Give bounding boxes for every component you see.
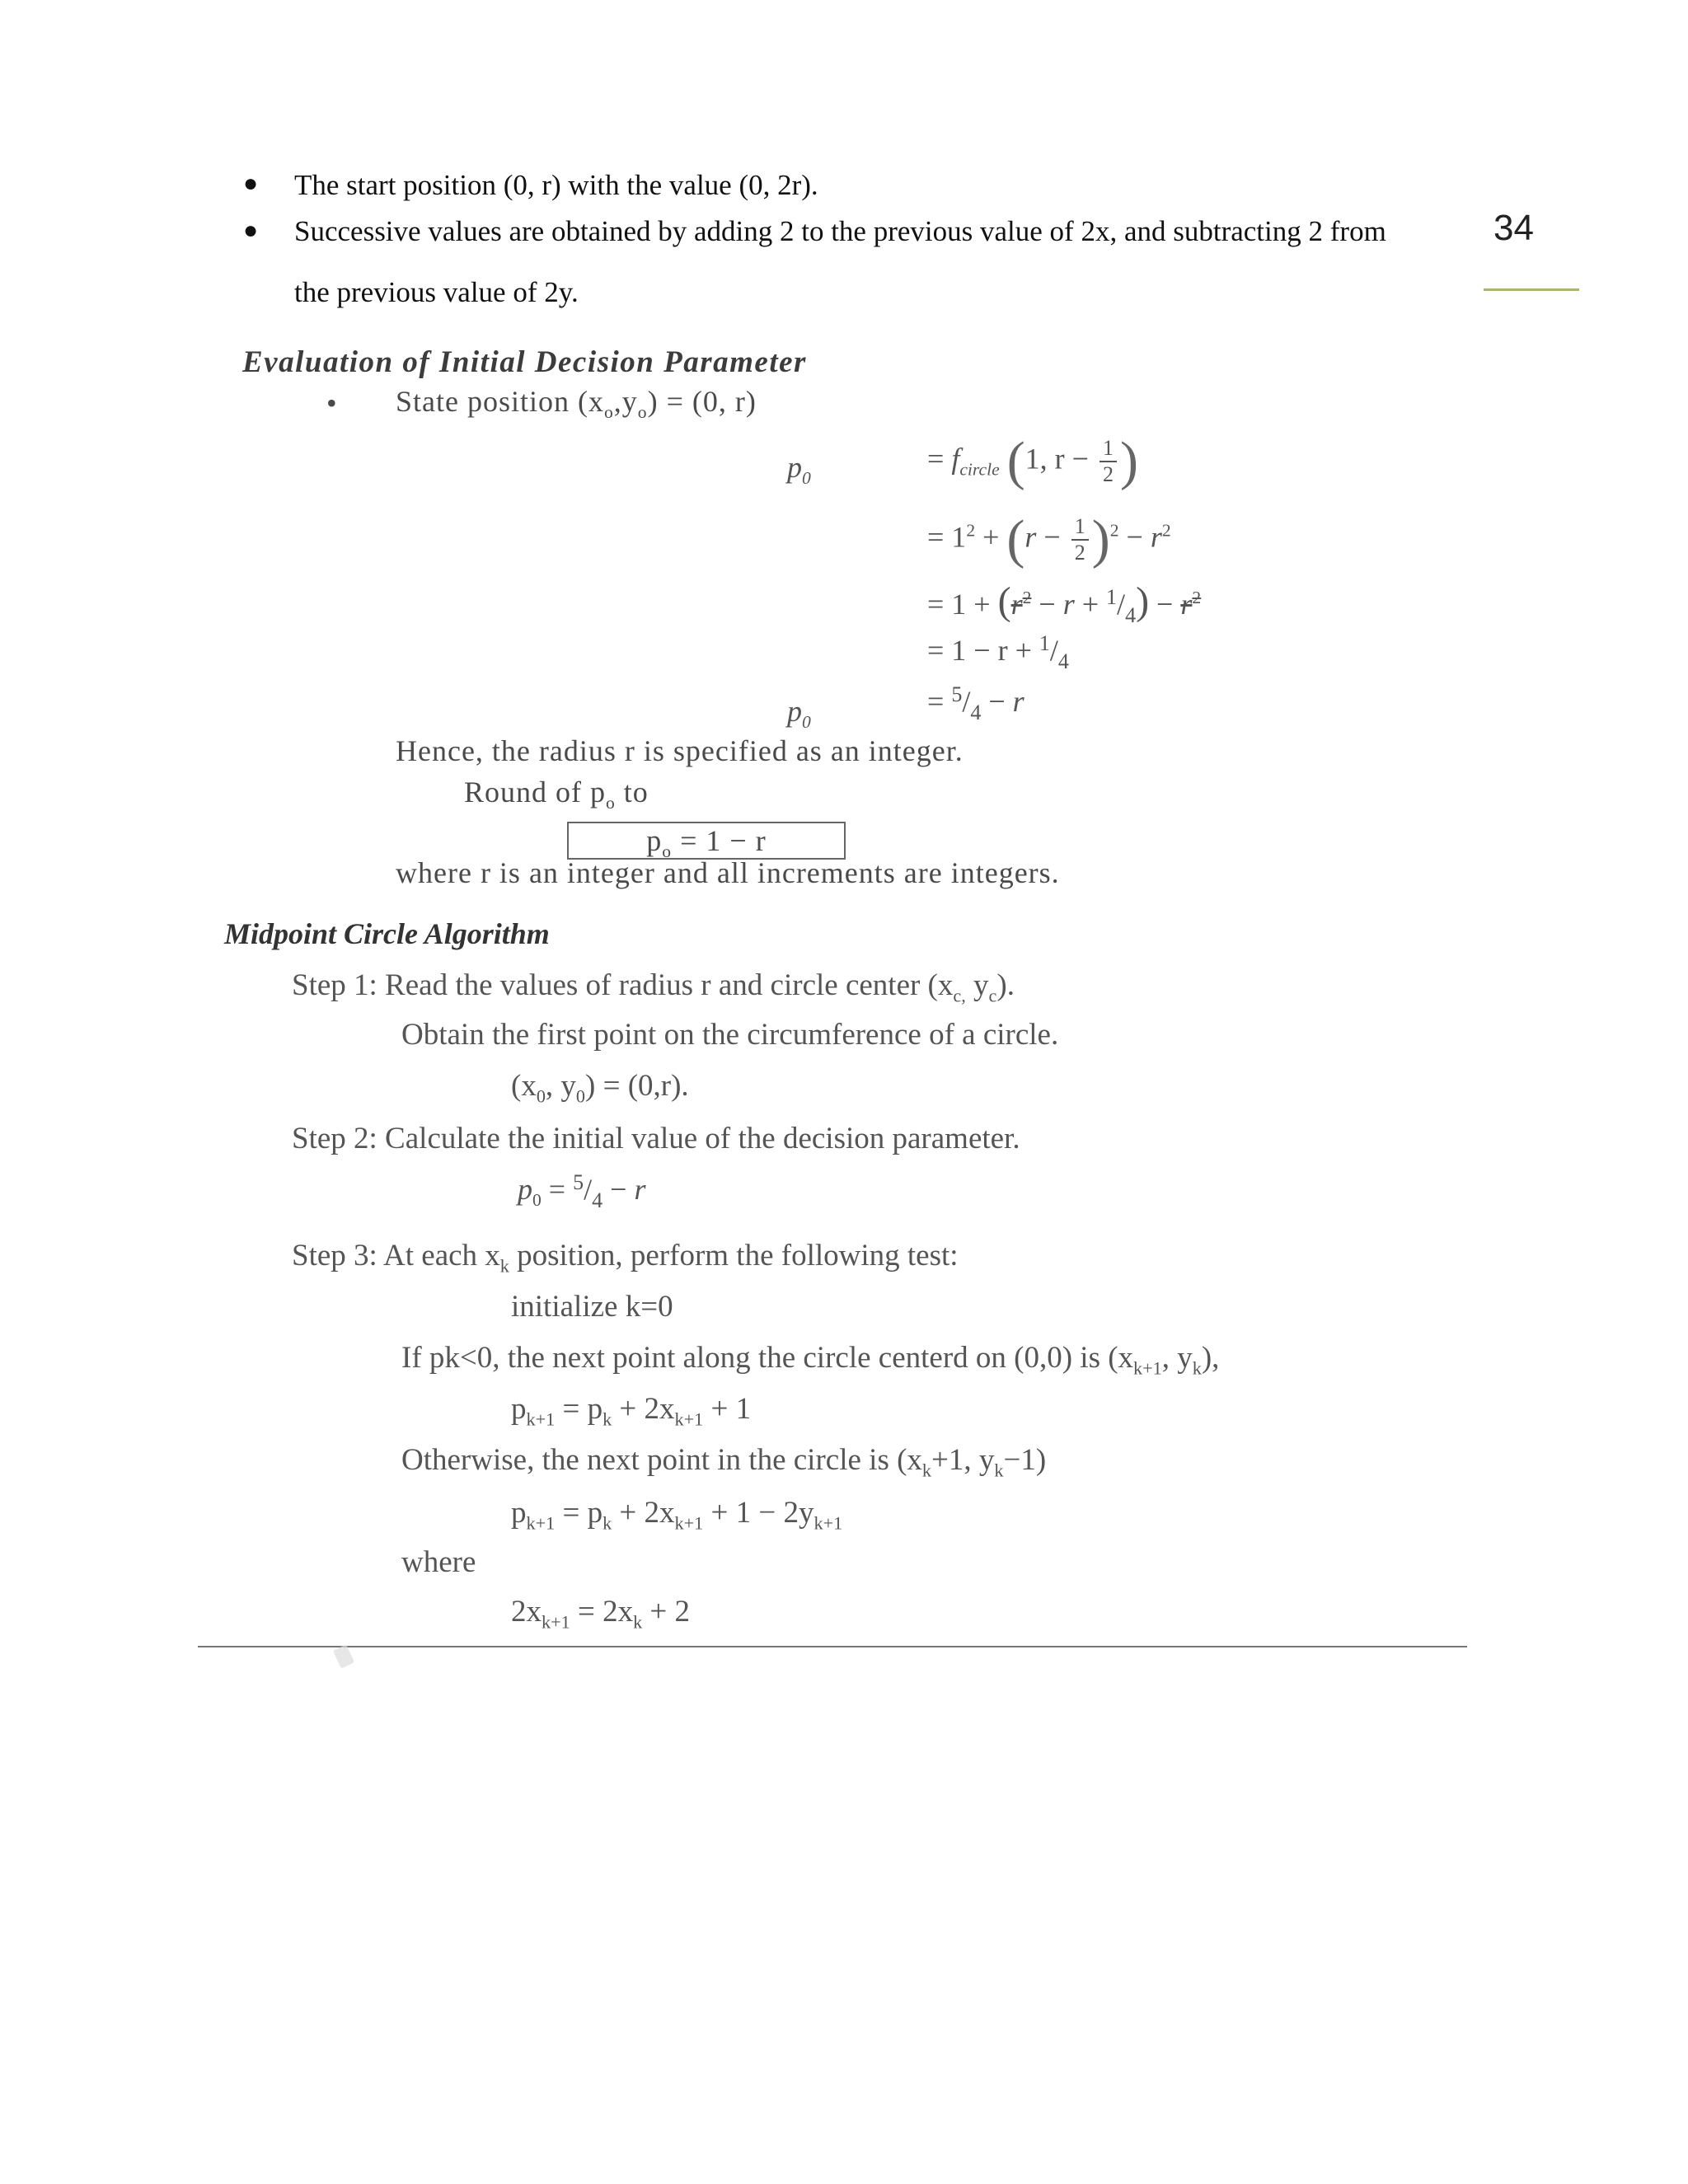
step-3: Step 3: At each $x_k$ position, perform the following test: <box>292 1239 959 1277</box>
state-position-rhs: = (0, r) <box>666 385 757 418</box>
equation-line-2: = $1^2 + (r$ − $\frac{1}{2}$ )$^2 - r^2$ <box>927 509 1171 569</box>
step-2: Step 2: Calculate the initial value of the decision parameter. <box>292 1122 1020 1155</box>
step-2-equation: $p_0 = ^5/_4 - r$ <box>518 1170 646 1212</box>
bullet-item-2: Successive values are obtained by adding 2 to the previous value of 2x, and subtracting 2 from <box>294 215 1386 247</box>
where-text: where r is an integer and all increments are integers. <box>396 856 1060 889</box>
page-number-rule <box>1484 288 1579 291</box>
page-number: 34 <box>1493 208 1534 248</box>
bullet-item-2-continuation: the previous value of 2y. <box>294 276 579 308</box>
where-equation: $2x_{k+1} = 2x_k + 2$ <box>511 1595 691 1633</box>
equation-line-1: = $f_{circle}$ (1, r − $\frac{1}{2}$ ) <box>927 431 1138 491</box>
if-condition-line: If pk<0, the next point along the circle centerd on (0,0) is ($x_{k+1}$, $y_k$), <box>401 1341 1220 1379</box>
otherwise-equation: $p_{k+1} = p_k + 2x_{k+1} + 1 - 2y_{k+1}$ <box>511 1496 843 1534</box>
bullet-dot-2: ● <box>243 217 259 244</box>
p0-label-bottom: $p_0$ <box>787 695 811 733</box>
section-heading-algorithm: Midpoint Circle Algorithm <box>224 917 550 950</box>
initialize-line: initialize k=0 <box>511 1290 673 1324</box>
step-1: Step 1: Read the values of radius r and circle center ($x_{c,}$ $y_c$). <box>292 968 1015 1006</box>
bullet-dot-1: ● <box>243 170 259 197</box>
step-1-line-2: Obtain the first point on the circumference of a circle. <box>401 1018 1059 1052</box>
state-position-line: State position $(x_o,y_o) = (0$, r) <box>396 385 757 423</box>
hence-text: Hence, the radius r is specified as an integer. <box>396 734 964 767</box>
p0-label-top: $p_0$ <box>787 451 811 489</box>
equation-line-4: = $1 - r + ^1/_4$ <box>927 631 1069 673</box>
bullet-item-1: The start position (0, r) with the value (0, 2r). <box>294 169 818 201</box>
state-position-label: State position <box>396 385 570 418</box>
image-bottom-border <box>198 1646 1467 1647</box>
boxed-equation: $p_o = 1 - r$ <box>567 822 846 860</box>
state-position-bullet: • <box>326 387 338 419</box>
round-of-text: Round of $p_o$ to <box>464 776 649 813</box>
section-heading-evaluation: Evaluation of Initial Decision Parameter <box>242 345 807 379</box>
if-equation: $p_{k+1} = p_k + 2x_{k+1} + 1$ <box>511 1392 752 1430</box>
where-label: where <box>401 1545 476 1579</box>
equation-line-5: = $^5/_4 - r$ <box>927 682 1025 724</box>
otherwise-line: Otherwise, the next point in the circle is ($x_k+1$, $y_k-1$) <box>401 1443 1047 1481</box>
step-1-line-3: ($x_0$, $y_0) = (0,r)$. <box>511 1069 689 1107</box>
scan-smudge <box>333 1644 354 1668</box>
equation-line-3: = $1 + (r^2 - r + ^1/_4) - r^2$ <box>927 579 1202 627</box>
